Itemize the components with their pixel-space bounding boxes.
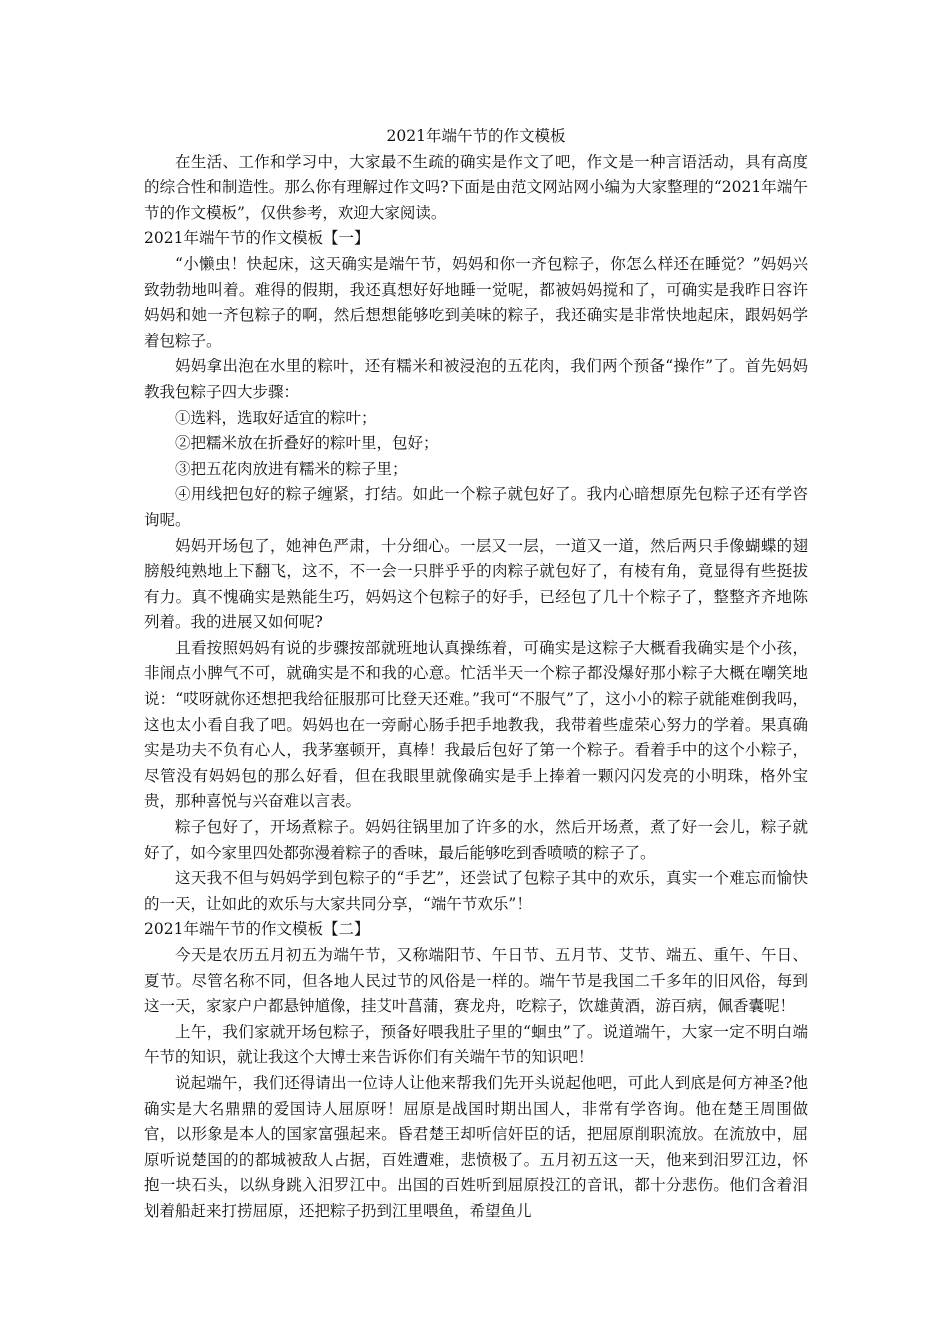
paragraph: 妈妈开场包了，她神色严肃，十分细心。一层又一层，一道又一道，然后两只手像蝴蝶的翅膀般纯熟地上下翻飞，这不，不一会一只胖乎乎的肉粽子就包好了，有棱有角，竟显得有些挺拔有力。真不愧确实是熟能生巧，妈妈这个包粽子的好手，已经包了几十个粽子了，整整齐齐地陈列着。我的进展又如何呢? bbox=[144, 536, 808, 632]
paragraph: 且看按照妈妈有说的步骤按部就班地认真操练着，可确实是这粽子大概看我确实是个小孩，非闹点小脾气不可，就确实是不和我的心意。忙活半天一个粽子都没爆好那小粽子大概在嘲笑地说：“哎呀就你还想把我给征服那可比登天还难。”我可“不服气”了，这小小的粽子就能难倒我吗，这也太小看自我了吧。妈妈也在一旁耐心肠手把手地教我，我带着些虚荣心努力的学着。果真确实是功夫不负有心人，我茅塞顿开，真棒！我最后包好了第一个粽子。看着手中的这个小粽子，尽管没有妈妈包的那么好看，但在我眼里就像确实是手上捧着一颗闪闪发亮的小明珠，格外宝贵，那种喜悦与兴奋难以言表。 bbox=[144, 638, 808, 811]
section-heading-1: 2021年端午节的作文模板【一】 bbox=[144, 229, 370, 248]
section-heading-2: 2021年端午节的作文模板【二】 bbox=[144, 920, 370, 939]
paragraph: 粽子包好了，开场煮粽子。妈妈往锅里加了许多的水，然后开场煮，煮了好一会儿，粽子就好了，如今家里四处都弥漫着粽子的香味，最后能够吃到香喷喷的粽子了。 bbox=[144, 818, 808, 862]
paragraph: 说起端午，我们还得请出一位诗人让他来帮我们先开头说起他吧，可此人到底是何方神圣?他确实是大名鼎鼎的爱国诗人屈原呀！屈原是战国时期出国人，非常有学咨询。他在楚王周围做官，以形象是本人的国家富强起来。昏君楚王却听信奸臣的话，把屈原削职流放。在流放中，屈原听说楚国的的都城被敌人占据，百姓遭难，悲愤极了。五月初五这一天，他来到汨罗江边，怀抱一块石头，以纵身跳入汨罗江中。出国的百姓听到屈原投江的音讯，都十分悲伤。他们含着泪划着船赶来打捞屈原，还把粽子扔到江里喂鱼，希望鱼儿 bbox=[144, 1073, 808, 1220]
intro-paragraph: 在生活、工作和学习中，大家最不生疏的确实是作文了吧，作文是一种言语活动，具有高度的综合性和制造性。那么你有理解过作文吗?下面是由范文网站网小编为大家整理的“2021年端午节的作文模板”，仅供参考，欢迎大家阅读。 bbox=[144, 152, 808, 222]
paragraph: 妈妈拿出泡在水里的粽叶，还有糯米和被浸泡的五花肉，我们两个预备“操作”了。首先妈妈教我包粽子四大步骤： bbox=[144, 357, 808, 401]
paragraph: “小懒虫！快起床，这天确实是端午节，妈妈和你一齐包粽子，你怎么样还在睡觉？”妈妈兴致勃勃地叫着。难得的假期，我还真想好好地睡一觉呢，都被妈妈搅和了，可确实是我昨日容许妈妈和她一齐包粽子的啊，然后想想能够吃到美味的粽子，我还确实是非常快地起床，跟妈妈学着包粽子。 bbox=[144, 254, 808, 350]
document-page bbox=[144, 124, 808, 1225]
step-item: ②把糯米放在折叠好的粽叶里，包好； bbox=[175, 434, 439, 453]
paragraph: 这天我不但与妈妈学到包粽子的“手艺”，还尝试了包粽子其中的欢乐，真实一个难忘而愉快的一天，让如此的欢乐与大家共同分享，“端午节欢乐”！ bbox=[144, 869, 808, 913]
paragraph: 今天是农历五月初五为端午节，又称端阳节、午日节、五月节、艾节、端五、重午、午日、夏节。尽管名称不同，但各地人民过节的风俗是一样的。端午节是我国二千多年的旧风俗，每到这一天，家家户户都悬钟馗像，挂艾叶菖蒲，赛龙舟，吃粽子，饮雄黄酒，游百病，佩香囊呢！ bbox=[144, 946, 808, 1016]
paragraph: 上午，我们家就开场包粽子，预备好喂我肚子里的“蛔虫”了。说道端午，大家一定不明白端午节的知识，就让我这个大博士来告诉你们有关端午节的知识吧！ bbox=[144, 1022, 808, 1067]
step-item: ④用线把包好的粽子缠紧，打结。如此一个粽子就包好了。我内心暗想原先包粽子还有学咨询呢。 bbox=[144, 485, 808, 529]
document-title: 2021年端午节的作文模板 bbox=[386, 127, 566, 145]
step-item: ①选料，选取好适宜的粽叶； bbox=[175, 408, 377, 427]
step-item: ③把五花肉放进有糯米的粽子里； bbox=[175, 459, 408, 478]
